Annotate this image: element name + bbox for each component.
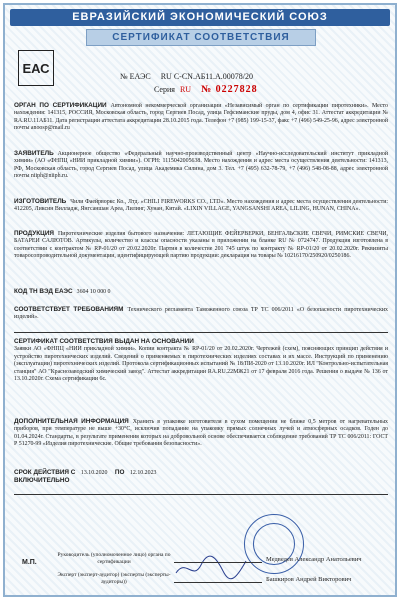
blank-number-value: 0227828	[215, 84, 258, 95]
divider	[14, 332, 388, 333]
validity-label: СРОК ДЕЙСТВИЯ С	[14, 469, 76, 476]
registration-label: № ЕАЭС	[120, 72, 151, 81]
additional-info-section	[14, 418, 388, 449]
section-heading: СЕРТИФИКАТ СООТВЕТСТВИЯ ВЫДАН НА ОСНОВАНИИ	[14, 338, 194, 345]
validity-from: 13.10.2020	[80, 470, 108, 476]
section-text: Хранить в упаковке изготовителя в сухом помещении не ближе 0,5 метров от нагревательных приборов, при температуре не выше +30°С, исключив попадание на упаковку прямых солнечных лучей и атмосферных осадков. Годен до 01.04.2024г. Стандарты, в результате применения которых на добровольной основе обеспечивается соблюдение требований ТР ТС 006/2011: ГОСТ Р 51270-99 «Изделия пиротехнические. Общие требования безопасности».	[14, 419, 388, 448]
eac-logo: ЕАС	[18, 50, 54, 86]
section-text: 3604 10 000 0	[76, 289, 111, 295]
section-text: Автономной некоммерческой организации «Независимый орган по сертификации пиротехники». Место нахождения: 141315, РОССИЯ, Московская область, город Сергиев Посад, улица Гефсиманские пруды, дом 4, офис 31. Аттестат аккредитации № RA.RU.11АБ11. Дата регистрации аттестата аккредитации 28.10.2015 года. Телефон +7 (985) 199-15-37, факс +7 (496) 549-25-96, адрес электронной почты anoosp@mail.ru	[14, 103, 388, 132]
blank-number-prefix: №	[201, 84, 213, 95]
section-heading: СООТВЕТСТВУЕТ ТРЕБОВАНИЯМ	[14, 306, 124, 313]
series-line	[154, 84, 258, 95]
signature-line	[174, 562, 262, 563]
tnved-section	[14, 288, 388, 296]
section-text: Чили Фаейрворкс Ко., Лтд. «CHILI FIREWORKS CO., LTD». Место нахождения и адрес места осуществления деятельности: 412205, Ликсин Вилладж, Янгсаншан Ареа, Лилинг, Хунан, Китай. «LIXIN VILLAGE, YANGSANSHI AREA, LILING, HUNAN, CHINA».	[14, 199, 388, 213]
section-heading: ОРГАН ПО СЕРТИФИКАЦИИ	[14, 102, 107, 109]
validity-to-label: ПО	[114, 469, 125, 476]
certification-body-section	[14, 102, 388, 133]
validity-section	[14, 469, 388, 486]
signature-line	[174, 582, 262, 583]
series-label: Серия	[154, 85, 175, 94]
signatures-block	[14, 552, 388, 592]
certificate-content	[6, 6, 394, 594]
requirements-section	[14, 306, 388, 322]
registration-value: RU C-CN.АБ11.А.00078/20	[160, 72, 254, 81]
mp-mark: М.П.	[22, 559, 37, 566]
section-text: Акционерное общество «Федеральный научно-производственный центр «Научно-исследовательский институт прикладной химии» (АО «ФНПЦ «НИИ прикладной химии»). ОГРН: 1115042005638. Место нахождения и адрес места осуществления деятельности: 141313, РФ, Московская область, город Сергиев Посад, улица Академика Силина, дом 3. Тел. +7 (495) 632-78-79, +7 (496) 548-08-88, адрес электронной почты niiph@niiph.ru.	[14, 151, 388, 180]
section-heading: ПРОДУКЦИЯ	[14, 230, 55, 237]
union-title: ЕВРАЗИЙСКИЙ ЭКОНОМИЧЕСКИЙ СОЮЗ	[10, 9, 390, 26]
applicant-section	[14, 150, 388, 181]
manufacturer-section	[14, 198, 388, 214]
section-heading: ДОПОЛНИТЕЛЬНАЯ ИНФОРМАЦИЯ	[14, 418, 129, 425]
section-heading: КОД ТН ВЭД ЕАЭС	[14, 288, 73, 295]
head-name: Медведев Александр Анатольевич	[266, 556, 362, 563]
expert-signature-row	[14, 572, 388, 590]
section-heading: ЗАЯВИТЕЛЬ	[14, 150, 54, 157]
section-heading: ИЗГОТОВИТЕЛЬ	[14, 198, 67, 205]
section-text: Технического регламента Таможенного союза ТР ТС 006/2011 «О безопасности пиротехнических изделий».	[14, 307, 389, 321]
validity-inclusive: ВКЛЮЧИТЕЛЬНО	[14, 477, 70, 485]
head-signature-row	[14, 552, 388, 570]
certificate-title: СЕРТИФИКАТ СООТВЕТСТВИЯ	[86, 29, 316, 46]
basis-section	[14, 338, 388, 383]
expert-name: Башкиров Андрей Викторович	[266, 576, 352, 583]
head-label: Руководитель (уполномоченное лицо) органа по сертификации	[57, 552, 171, 565]
section-text: Пиротехнические изделия бытового назначения: ЛЕТАЮЩИЕ ФЕЙЕРВЕРКИ, БЕНГАЛЬСКИЕ СВЕЧИ, РИМСКИЕ СВЕЧИ, БАТАРЕИ САЛЮТОВ. Артикулы, количество и классы опасности указаны в приложении на бланке RU № 0724747. Продукция изготовлена в соответствии с контрактом № RP-01/20 от 20.02.2020г. Партия в количестве 201 745 штук по контракту № RP-01/20 от 20.02.2020г. Реквизиты товаросопроводительной документации, идентифицирующей партию продукции: декларация на товары № 10216170/250920/0250186.	[14, 231, 388, 260]
product-section	[14, 230, 388, 261]
registration-number	[120, 72, 253, 81]
validity-to: 12.10.2023	[129, 470, 157, 476]
expert-label: Эксперт (эксперт-аудитор) (эксперты (эксперты-аудиторы))	[57, 572, 171, 585]
section-text: Заявки АО «ФНПЦ «НИИ прикладной химии». Копии контракта № RP-01/20 от 20.02.2020г. Чертежей (схем), поясняющих принцип действия и устройство пиротехнических изделий. Сведений о применяемых в пиротехнических изделиях составах и их массе. Инструкций по применению (эксплуатации) пиротехнических изделий. Протокола сертификационных испытаний № 18/ПИ-2020 от 13.10.2020г. ИЛ "Контрольно-испытательная станция" АО "Краснозаводский химический завод". Аттестат аккредитации RA.RU.22МЖ21 от 17 февраля 2016 года. Решения о выдаче № 136 от 13.10.2020г. Схема сертификации 6с.	[14, 346, 388, 383]
divider	[14, 494, 388, 495]
blank-number	[201, 84, 258, 95]
series-value: RU	[179, 85, 192, 94]
